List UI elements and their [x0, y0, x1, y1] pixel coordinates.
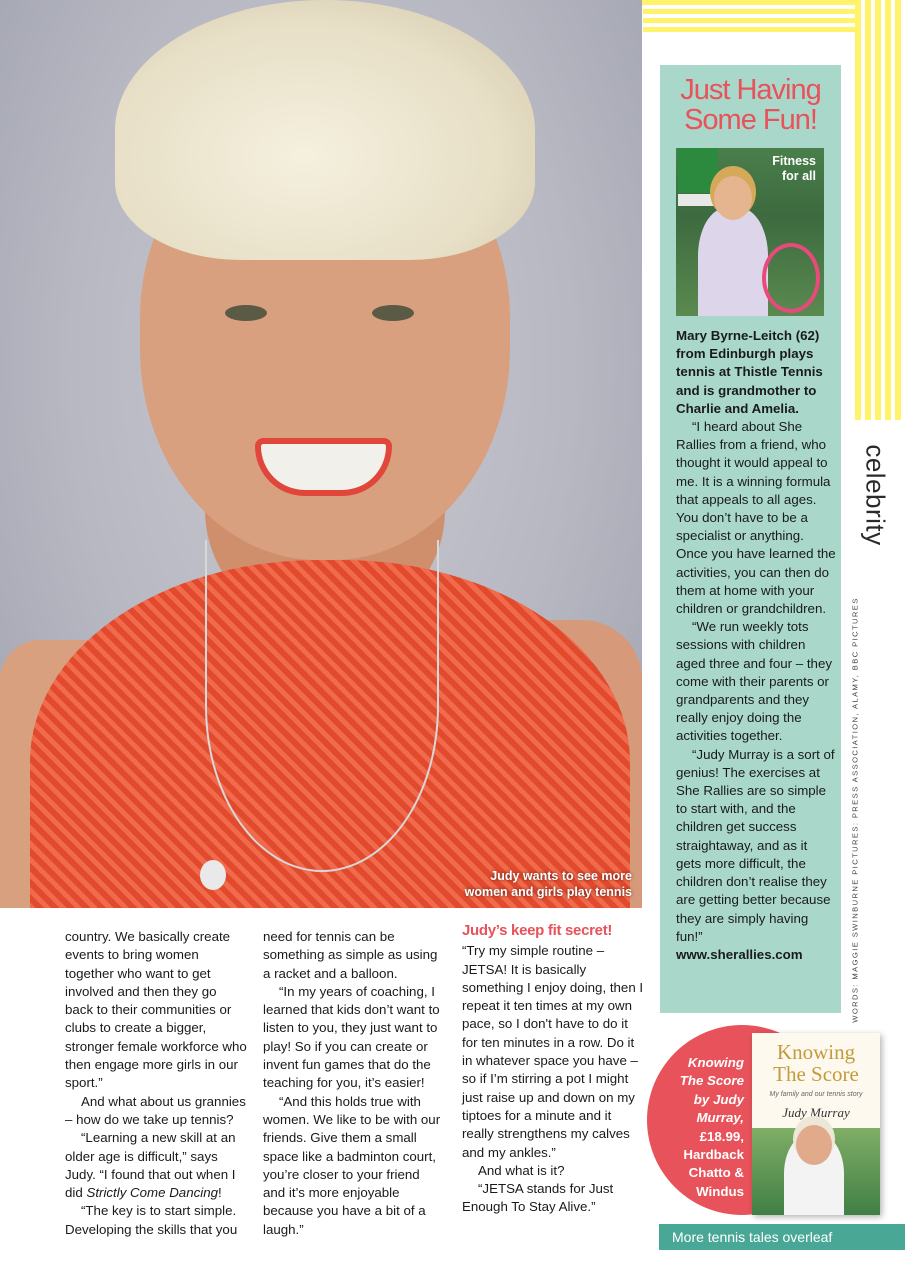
article-paragraph: need for tennis can be something as simple as using a racket and a balloon. — [263, 929, 438, 981]
article-paragraph — [65, 1129, 247, 1202]
book-promo-line: Hardback — [683, 1147, 744, 1163]
sidebar-title — [660, 75, 841, 135]
sidebar-photo-sign — [678, 148, 718, 193]
section-label-text: celebrity — [860, 444, 891, 546]
photo-eye-left — [225, 305, 267, 321]
sidebar-photo-person — [698, 208, 768, 316]
book-promo-line: Murray, — [696, 1110, 744, 1126]
photo-hair — [115, 0, 535, 260]
article-italic-title: Strictly Come Dancing — [86, 1185, 218, 1201]
sidebar-photo-label-line1: Fitness — [772, 154, 816, 168]
sidebar-text — [676, 327, 836, 964]
book-cover-head — [796, 1125, 832, 1165]
keep-fit-heading: Judy’s keep fit secret! — [462, 922, 613, 939]
photo-pendant — [200, 860, 226, 890]
sidebar-photo-head — [714, 176, 752, 220]
article-column-3 — [462, 922, 644, 1217]
section-label — [845, 440, 905, 550]
photo-caption-line1: Judy wants to see more — [490, 869, 632, 883]
book-cover — [752, 1033, 880, 1215]
sidebar-paragraph: “Judy Murray is a sort of genius! The exercises at She Rallies are so simple to start with, and the children get success straightaway, and as it gets more difficult, the children don’t realise they are getting better because they are simply having fun!” — [676, 746, 835, 944]
article-paragraph: “And this holds true with women. We like to be with our friends. Give them a small space like a badminton court, you’re closer to your friend and it’s more enjoyable because you have a bit of a laugh.” — [263, 1093, 441, 1237]
sidebar-photo-label — [772, 154, 816, 184]
photo-necklace — [205, 540, 439, 872]
article-column-1 — [65, 928, 247, 1239]
photo-credits-text: WORDS: MAGGIE SWINBURNE PICTURES: PRESS ASSOCIATION, ALAMY, BBC PICTURES — [850, 597, 860, 1023]
article-paragraph: “Try my simple routine – JETSA! It is basically something I enjoy doing, then I repeat it ten times at my own pace, so I don't have to do it for ten minutes in a row. Do it in whatever space you have – so if I’m stirring a pot I might just raise up and down on my tiptoes for a minute and it really strengthens my calves and my ankles.” — [462, 943, 644, 1160]
article-paragraph: And what about us grannies – how do we take up tennis? — [65, 1093, 246, 1127]
sidebar-url-link[interactable]: www.sherallies.com — [676, 946, 803, 962]
photo-caption-line2: women and girls play tennis — [464, 885, 632, 899]
decorative-stripes-right — [855, 0, 905, 420]
book-promo-line: Windus — [696, 1183, 744, 1199]
article-column-2 — [263, 928, 445, 1239]
article-paragraph: “In my years of coaching, I learned that kids don’t want to listen to you, they just want to play! So if you can create or invent fun games that do the teaching for you, it’s easier! — [263, 983, 440, 1091]
sidebar-photo-label-line2: for all — [781, 169, 816, 183]
sidebar-lead: Mary Byrne-Leitch (62) from Edinburgh plays tennis at Thistle Tennis and is grandmother to Charlie and Amelia. — [676, 328, 823, 416]
article-paragraph: country. We basically create events to bring women together who want to get involved and then they go back to their communities or clubs to create a bigger, stronger female workforce who then engage more girls in our sport.” — [65, 929, 247, 1091]
article-text: “Learning a new skill at an older age is difficult,” says Judy. “I found that out when I did — [65, 1130, 236, 1201]
book-cover-subtitle: My family and our tennis story — [769, 1091, 863, 1098]
book-promo-text — [664, 1054, 744, 1201]
more-overleaf-banner: More tennis tales overleaf — [659, 1224, 905, 1250]
photo-credits — [843, 597, 867, 1023]
sidebar-paragraph: “We run weekly tots sessions with children aged three and four – they come with their parents or grandparents and they really enjoy doing the activities together. — [676, 619, 832, 744]
article-paragraph: And what is it? — [478, 1162, 565, 1178]
book-promo-line: The Score — [679, 1073, 744, 1089]
sidebar-box — [660, 65, 841, 1013]
article-paragraph: “The key is to start simple. Developing the skills that you — [65, 1203, 238, 1237]
book-cover-title-line2: The Score — [773, 1062, 859, 1086]
article-text: ! — [218, 1185, 222, 1201]
tennis-racket-icon — [762, 243, 820, 313]
photo-caption — [465, 868, 632, 900]
book-promo-line: Chatto & — [688, 1165, 744, 1181]
book-price: £18.99, — [699, 1128, 744, 1144]
book-cover-title-line1: Knowing — [776, 1040, 856, 1064]
book-promo-line: by Judy — [693, 1091, 744, 1107]
sidebar-photo — [676, 148, 824, 316]
book-promo-line: Knowing — [687, 1055, 744, 1070]
article-paragraph: “JETSA stands for Just Enough To Stay Alive.” — [462, 1181, 614, 1215]
sidebar-title-line2: Some Fun! — [684, 104, 817, 136]
sidebar-title-line1: Just Having — [680, 74, 821, 106]
book-cover-title — [752, 1041, 880, 1085]
book-cover-author: Judy Murray — [782, 1105, 850, 1120]
sidebar-photo-sign-plate — [678, 194, 718, 206]
sidebar-paragraph: “I heard about She Rallies from a friend, who thought it would appeal to me. It is a winning formula that appeals to all ages. You don’t have to be a specialist or anything. Once you have learned the activities, you can then do them at home with your children or grandchildren. — [676, 419, 836, 617]
photo-eye-right — [372, 305, 414, 321]
